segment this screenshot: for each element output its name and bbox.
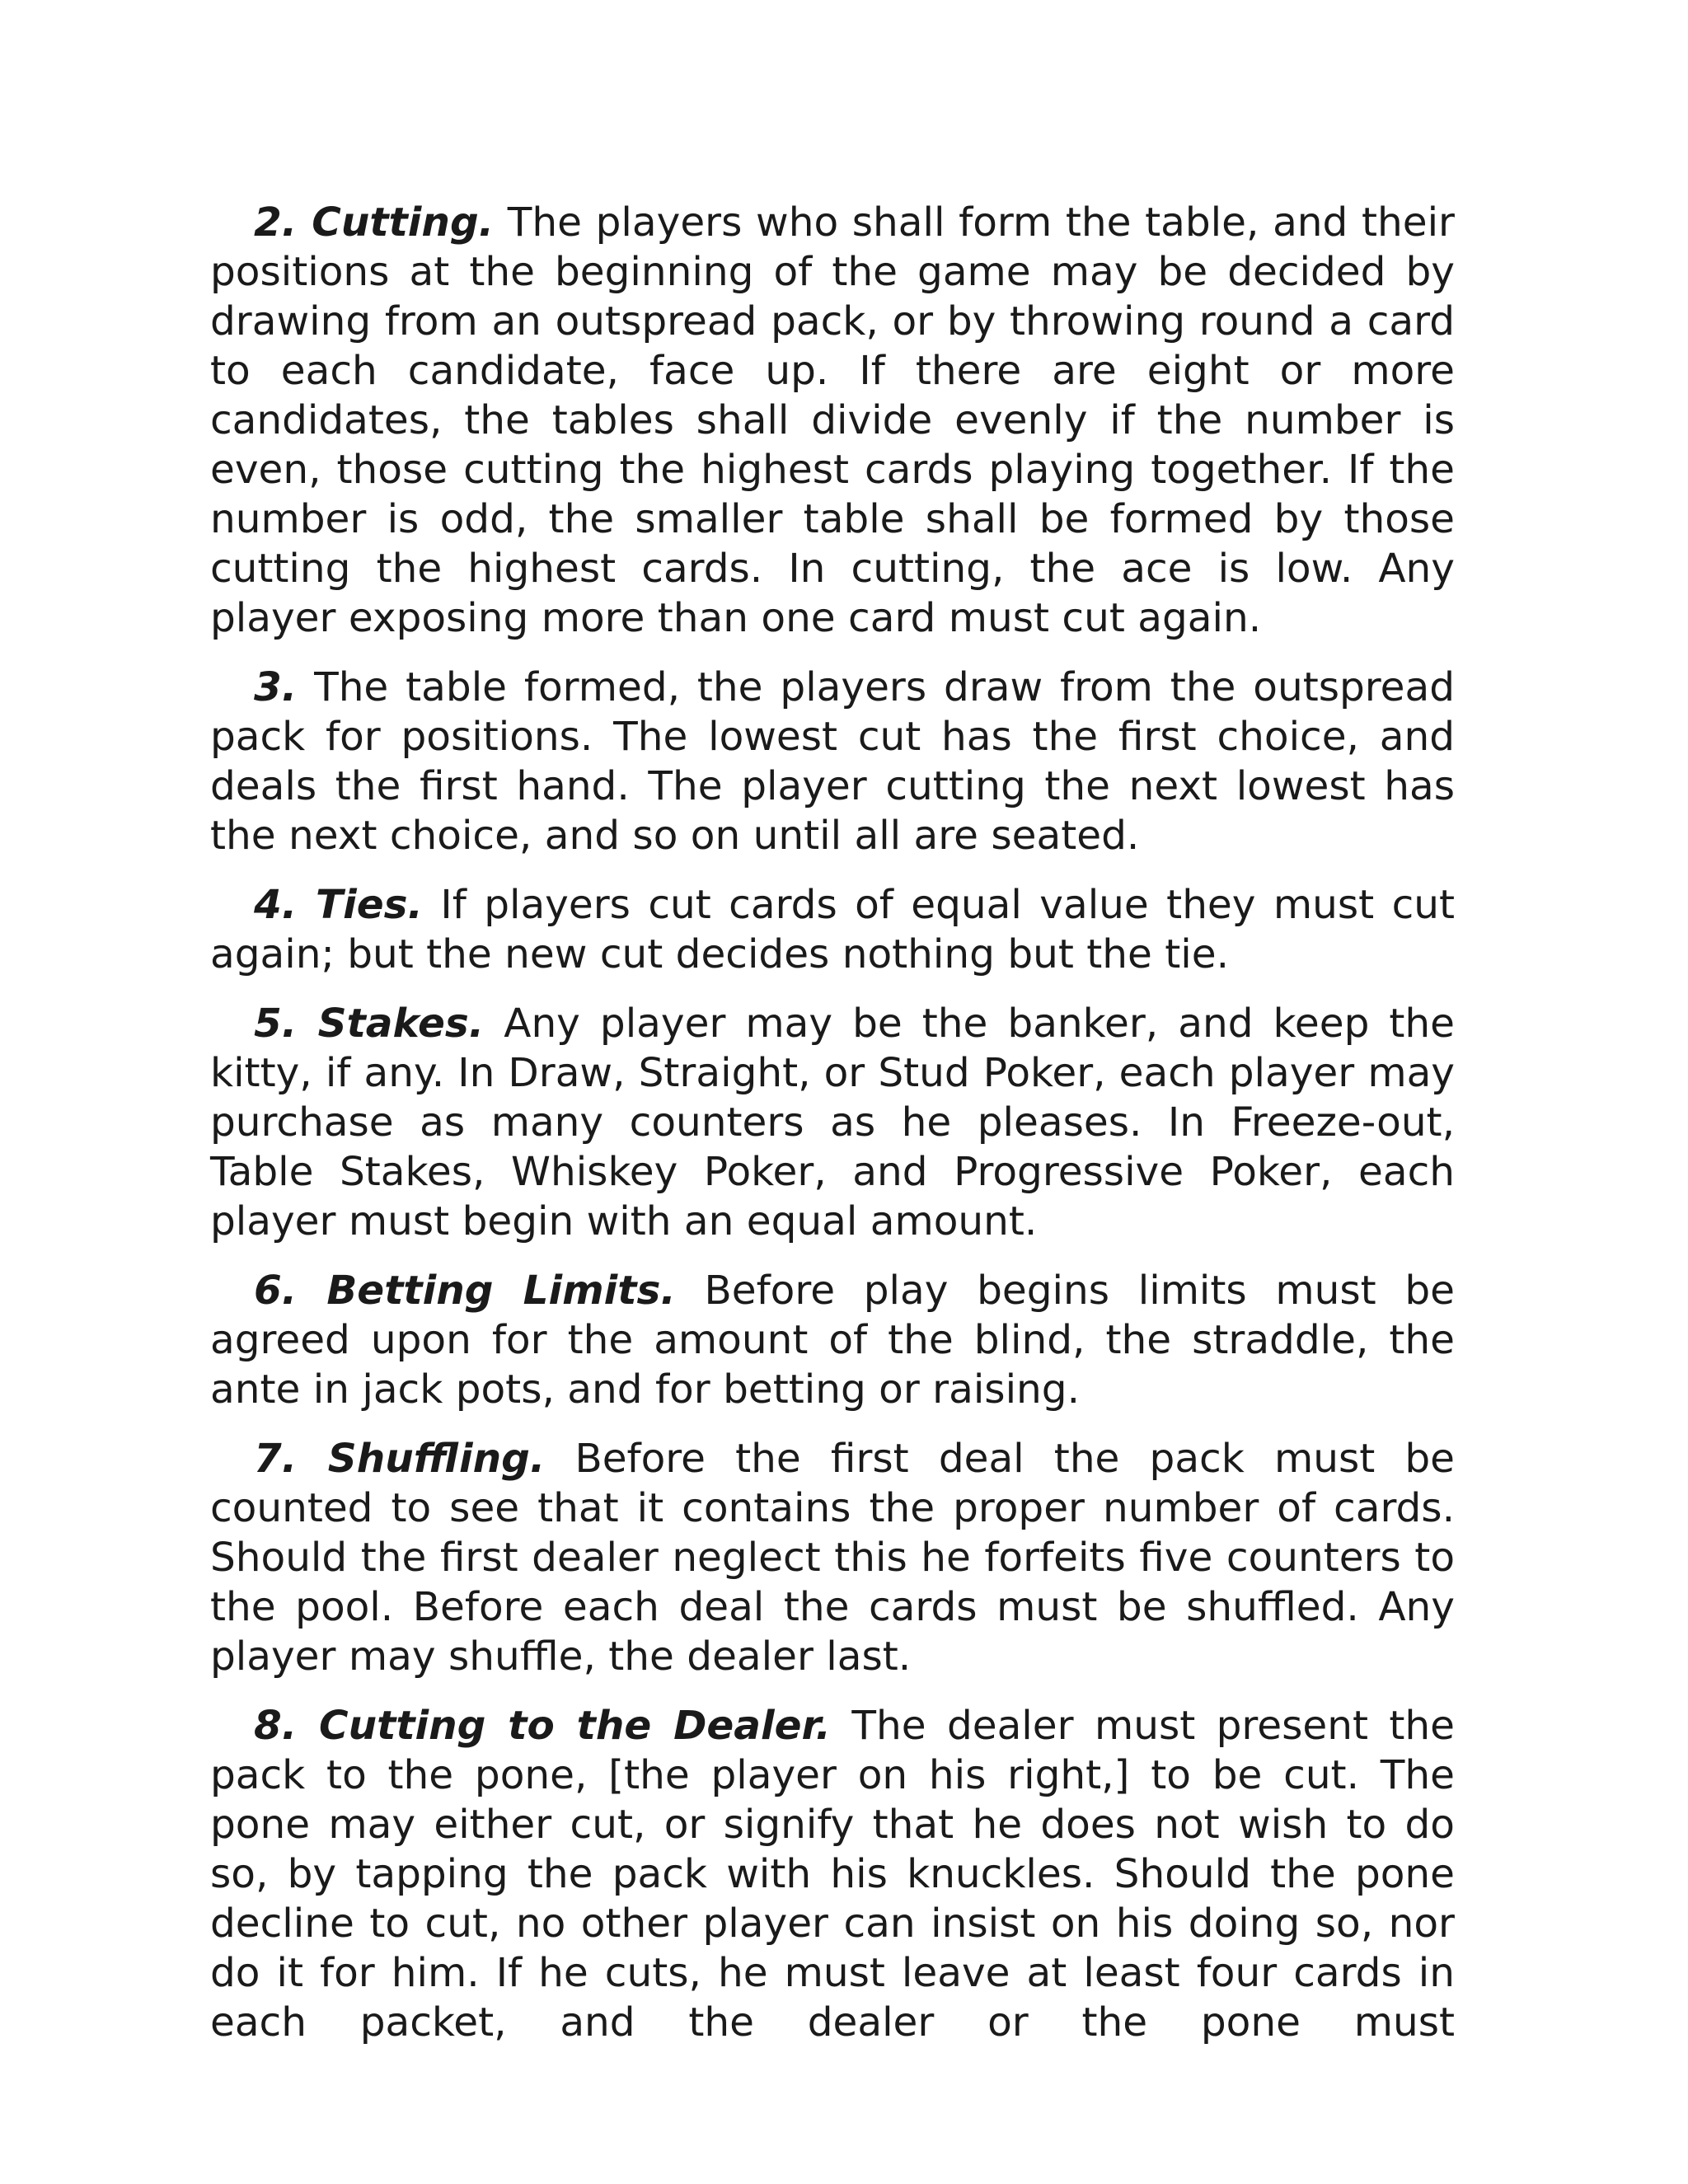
rule-positions: [210, 663, 1455, 860]
rule-heading: 3.: [254, 664, 298, 710]
rule-heading: 4. Ties.: [254, 882, 423, 928]
rule-heading: 8. Cutting to the Dealer.: [254, 1703, 831, 1749]
rule-text: Before the first deal the pack must be counted to see that it contains the proper number of cards. Should the first dealer neglect this he forfeits five counters to the pool. Before each deal the cards must be shuffled. Any player may shuffle, the dealer last.: [210, 1436, 1455, 1680]
rule-text: If players cut cards of equal value they must cut again; but the new cut decides nothing but the tie.: [210, 882, 1456, 977]
rule-stakes: [210, 999, 1455, 1246]
rule-text: The dealer must present the pack to the pone, [the player on his right,] to be cut. The pone may either cut, or signify that he does not wish to do so, by tapping the pack with his knuckles. Should the pone decline to cut, no other player can insist on his doing so, nor do it for him. If he cuts, he must leave at least four cards in each packet, and the dealer or the pone must: [210, 1703, 1455, 2046]
document-page: [210, 198, 1455, 2067]
rule-heading: 6. Betting Limits.: [254, 1268, 676, 1314]
rule-betting-limits: [210, 1266, 1455, 1414]
rule-text: The table formed, the players draw from the outspread pack for positions. The lowest cut has the first choice, and deals the first hand. The player cutting the next lowest has the next choice, and so on until all are seated.: [210, 664, 1455, 859]
rule-shuffling: [210, 1434, 1455, 1681]
rule-text: The players who shall form the table, and their positions at the beginning of the game may be decided by drawing from an outspread pack, or by throwing round a card to each candidate, face up. If there are eight or more candidates, the tables shall divide evenly if the number is even, those cutting the highest cards playing together. If the number is odd, the smaller table shall be formed by those cutting the highest cards. In cutting, the ace is low. Any player exposing more than one card must cut again.: [210, 199, 1455, 641]
rule-heading: 7. Shuffling.: [254, 1436, 546, 1482]
rule-cutting-to-dealer: [210, 1701, 1455, 2047]
rule-cutting: [210, 198, 1455, 643]
rule-heading: 2. Cutting.: [254, 199, 495, 246]
rule-heading: 5. Stakes.: [254, 1001, 485, 1047]
rule-text: Any player may be the banker, and keep the kitty, if any. In Draw, Straight, or Stud Poker, each player may purchase as many counters as he pleases. In Freeze-out, Table Stakes, Whiskey Poker, and Progressive Poker, each player must begin with an equal amount.: [210, 1001, 1455, 1244]
rule-text: Before play begins limits must be agreed upon for the amount of the blind, the straddle, the ante in jack pots, and for betting or raising.: [210, 1268, 1455, 1413]
rule-ties: [210, 880, 1455, 979]
